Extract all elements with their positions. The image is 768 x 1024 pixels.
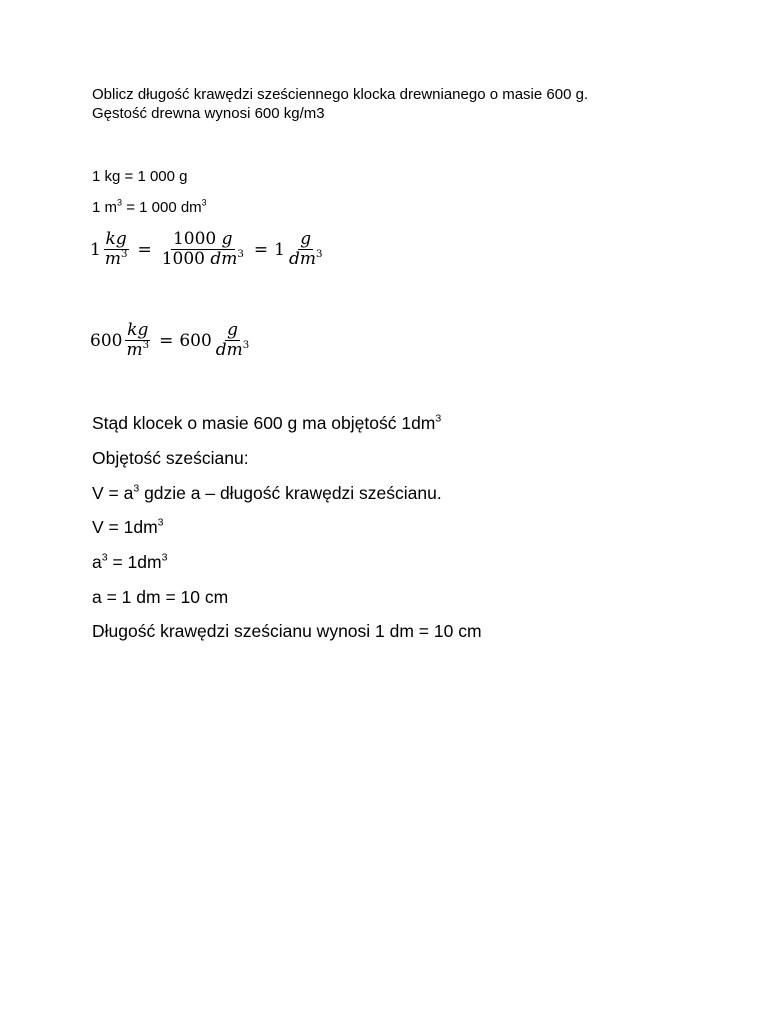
formula-lhs: V = a xyxy=(92,483,134,503)
solution-line-volume-exp: 3 xyxy=(435,412,442,425)
solution-line-volume-text: Stąd klocek o masie 600 g ma objętość 1dm xyxy=(92,413,436,433)
eq2-den-right: $dm^3$ xyxy=(215,339,250,360)
eq1-den-left: $m^3$ xyxy=(104,248,128,269)
eq1-num-mid: 1000 g xyxy=(172,229,233,249)
equation-density-600 xyxy=(90,321,253,360)
solution-line-answer: Długość krawędzi sześcianu wynosi 1 dm = 10 cm xyxy=(92,621,482,641)
formula-exp: 3 xyxy=(133,482,140,495)
eq2-equals: = xyxy=(159,330,174,351)
solution-line-volume xyxy=(92,413,441,434)
eq1-coef-left: 1 xyxy=(90,239,101,260)
eq2-fraction-right xyxy=(214,321,252,360)
v-value: V = 1dm xyxy=(92,517,158,537)
conversion-m3-exp: 3 xyxy=(117,197,123,208)
eq1-den-mid: 1000 $dm^3$ xyxy=(161,248,244,269)
eq2-num-right: g xyxy=(227,320,238,340)
problem-line-2: Gęstość drewna wynosi 600 kg/m3 xyxy=(92,105,325,122)
conversion-m3-right: = 1 000 dm xyxy=(122,199,202,216)
eq1-den-right: $dm^3$ xyxy=(288,248,323,269)
a3-exp: 3 xyxy=(101,551,108,564)
conversion-m3 xyxy=(92,199,207,216)
eq1-fraction-left xyxy=(103,230,130,269)
conversion-m3-left: 1 m xyxy=(92,199,118,216)
formula-description: gdzie a – długość krawędzi sześcianu. xyxy=(139,483,442,503)
conversion-kg: 1 kg = 1 000 g xyxy=(92,168,188,185)
eq1-fraction-right xyxy=(287,230,325,269)
eq2-fraction-left xyxy=(124,321,151,360)
conversion-m3-right-exp: 3 xyxy=(201,197,207,208)
eq2-coef-right: 600 xyxy=(179,330,212,351)
a3-base: a xyxy=(92,552,102,572)
eq1-equals-1: = xyxy=(137,239,152,260)
equation-density-conversion xyxy=(90,230,326,269)
eq1-fraction-mid xyxy=(160,230,246,269)
problem-line-1: Oblicz długość krawędzi sześciennego klocka drewnianego o masie 600 g. xyxy=(92,86,589,103)
eq1-equals-2: = xyxy=(253,239,269,260)
eq1-num-left: kg xyxy=(105,229,127,249)
v-exp: 3 xyxy=(157,516,164,529)
solution-line-a3 xyxy=(92,552,167,573)
solution-line-cube-volume: Objętość sześcianu: xyxy=(92,448,249,468)
a3-value: = 1dm xyxy=(107,552,162,572)
eq2-den-left: $m^3$ xyxy=(126,339,150,360)
solution-line-a: a = 1 dm = 10 cm xyxy=(92,587,229,607)
eq1-num-right: g xyxy=(300,229,312,249)
eq2-coef-left: 600 xyxy=(90,330,123,351)
solution-line-v xyxy=(92,517,164,538)
eq2-num-left: kg xyxy=(127,320,149,340)
eq1-coef-right: 1 xyxy=(274,239,285,260)
a3-value-exp: 3 xyxy=(161,551,168,564)
solution-line-formula xyxy=(92,483,442,504)
